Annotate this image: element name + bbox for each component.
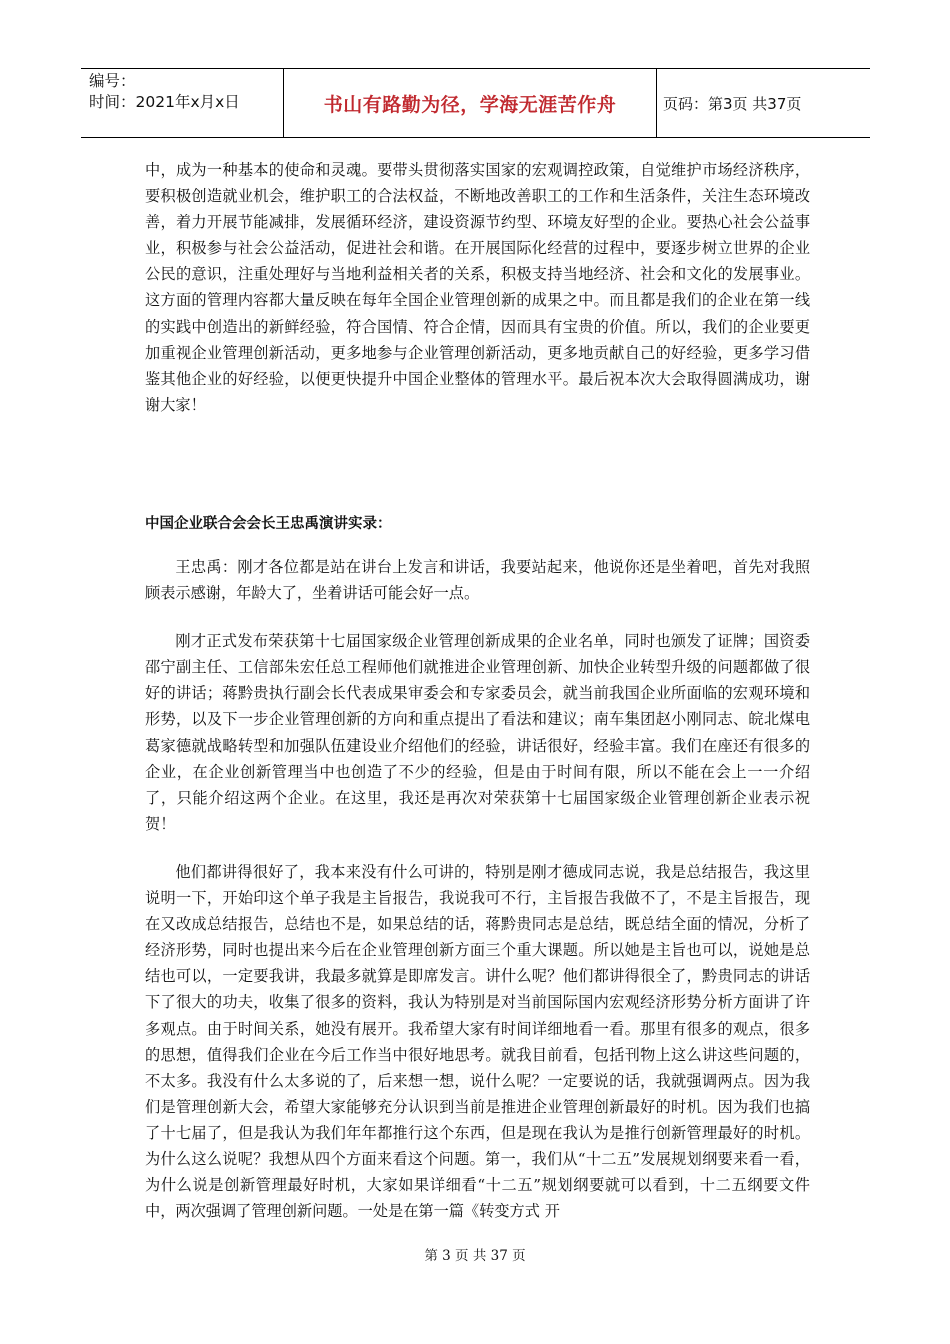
header-motto: 书山有路勤为径，学海无涯苦作舟	[284, 69, 657, 137]
speech-paragraph-3: 他们都讲得很好了，我本来没有什么可讲的，特别是刚才德成同志说，我是总结报告，我这里说明一下，开始印这个单子我是主旨报告，我说我可不行，主旨报告我做不了，不是主旨报告，现在又改成总结报告，总结也不是，如果总结的话，蒋黔贵同志是总结，既总结全面的情况，分析了经济形势，同时也提出来今后在企业管理创新方面三个重大课题。所以她是主旨也可以，说她是总结也可以，一定要我讲，我最多就算是即席发言。讲什么呢？他们都讲得很全了，黔贵同志的讲话下了很大的功夫，收集了很多的资料，我认为特别是对当前国际国内宏观经济形势分析方面讲了许多观点。由于时间关系，她没有展开。我希望大家有时间详细地看一看。那里有很多的观点，很多的思想，值得我们企业在今后工作当中很好地思考。就我目前看，包括刊物上这么讲这些问题的，不太多。我没有什么太多说的了，后来想一想，说什么呢？一定要说的话，我就强调两点。因为我们是管理创新大会，希望大家能够充分认识到当前是推进企业管理创新最好的时机。因为我们也搞了十七届了，但是我认为我们年年都推行这个东西，但是现在我认为是推行创新管理最好的时机。为什么这么说呢？我想从四个方面来看这个问题。第一，我们从“十二五”发展规划纲要来看一看，为什么说是创新管理最好时机，大家如果详细看“十二五”规划纲要就可以看到，十二五纲要文件中，两次强调了管理创新问题。一处是在第一篇《转变方式 开	[145, 862, 810, 1221]
page-header	[81, 68, 870, 138]
continued-paragraph: 中，成为一种基本的使命和灵魂。要带头贯彻落实国家的宏观调控政策，自觉维护市场经济秩序，要积极创造就业机会，维护职工的合法权益，不断地改善职工的工作和生活条件，关注生态环境改善，着力开展节能减排，发展循环经济，建设资源节约型、环境友好型的企业。要热心社会公益事业，积极参与社会公益活动，促进社会和谐。在开展国际化经营的过程中，要逐步树立世界的企业公民的意识，注重处理好与当地利益相关者的关系，积极支持当地经济、社会和文化的发展事业。这方面的管理内容都大量反映在每年全国企业管理创新的成果之中。而且都是我们的企业在第一线的实践中创造出的新鲜经验，符合国情、符合企情，因而具有宝贵的价值。所以，我们的企业要更加重视企业管理创新活动，更多地参与企业管理创新活动，更多地贡献自己的好经验，更多学习借鉴其他企业的好经验，以便更快提升中国企业整体的管理水平。最后祝本次大会取得圆满成功，谢谢大家！	[145, 161, 810, 414]
page-footer: 第 3 页 共 37 页	[424, 1248, 526, 1264]
speech-paragraph-1: 王忠禹：刚才各位都是站在讲台上发言和讲话，我要站起来，他说你还是坐着吧，首先对我照顾表示感谢，年龄大了，坐着讲话可能会好一点。	[145, 558, 810, 603]
speech-body	[145, 554, 810, 1246]
section-title: 中国企业联合会会长王忠禹演讲实录：	[145, 516, 392, 532]
document-date: 时间：2021年x月x日	[89, 93, 240, 111]
header-page-info: 页码：第3页 共37页	[663, 94, 802, 113]
document-number-label: 编号：	[89, 72, 136, 90]
speech-paragraph-2: 刚才正式发布荣获第十七届国家级企业管理创新成果的企业名单，同时也颁发了证牌；国资委邵宁副主任、工信部朱宏任总工程师他们就推进企业管理创新、加快企业转型升级的问题都做了很好的讲话；蒋黔贵执行副会长代表成果审委会和专家委员会，就当前我国企业所面临的宏观环境和形势，以及下一步企业管理创新的方向和重点提出了看法和建议；南车集团赵小刚同志、皖北煤电葛家德就战略转型和加强队伍建设业介绍他们的经验，讲话很好，经验丰富。我们在座还有很多的企业，在企业创新管理当中也创造了不少的经验，但是由于时间有限，所以不能在会上一一介绍了，只能介绍这两个企业。在这里，我还是再次对荣获第十七届国家级企业管理创新企业表示祝贺！	[145, 632, 810, 833]
continued-paragraph-block	[145, 157, 810, 418]
header-meta	[81, 69, 284, 137]
